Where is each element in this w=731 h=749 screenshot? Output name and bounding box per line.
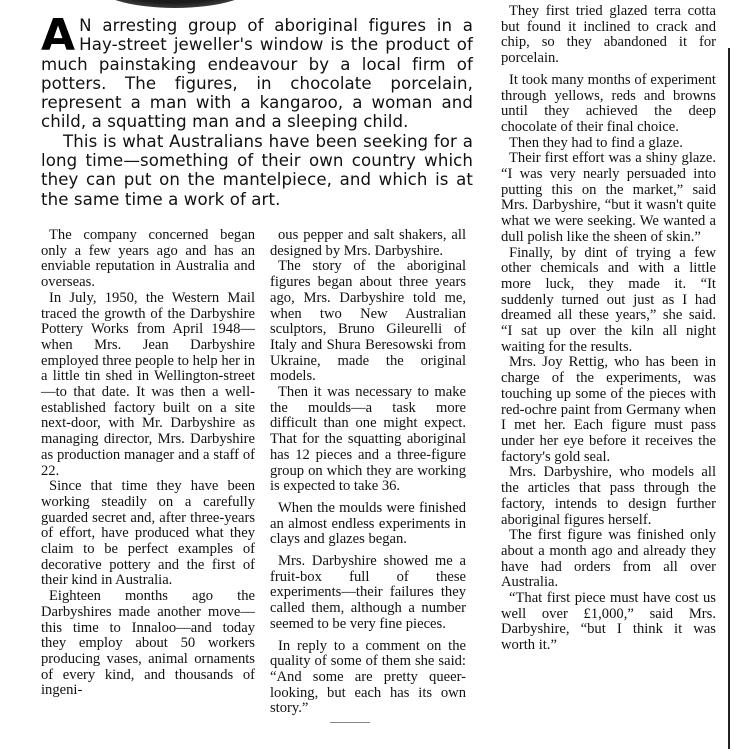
paragraph: Their first effort was a shiny glaze. “I was very nearly persuaded into putting this on the market,” said Mrs. Darbyshire, “but it wasn't quite what we were seeking. We wanted a dull polish like the sheen of skin.” — [501, 150, 716, 245]
paragraph: Since that time they have been working steadily on a carefully guarded secret and, after three-years of effort, have produced what they claim to be perfect examples of decorative pottery and the first of their kind in Australia. — [41, 478, 255, 589]
paragraph: The company concerned began only a few years ago and has an enviable reputation in Australia and overseas. — [41, 227, 255, 291]
lead-paragraph-2: This is what Australians have been seeking for a long time—something of their own country which they can put on the mantelpiece, and which is at the same time a work of art. — [41, 131, 473, 209]
paragraph: Mrs. Darbyshire, who models all the articles that pass through the factory, intends to design further aboriginal figures herself. — [501, 464, 716, 528]
paragraph: The first figure was finished only about a month ago and already they have had orders from all over Australia. — [501, 527, 716, 591]
paragraph: “That first piece must have cost us well over £1,000,” said Mrs. Darbyshire, “but I think it was worth it.” — [501, 590, 716, 654]
article-column-1 — [41, 228, 255, 699]
paragraph: Finally, by dint of trying a few other chemicals and with a little more luck, they made it. “It suddenly turned out just as I had dreamed all these years,” she said. “I sat up over the kiln all night waiting for the results. — [501, 244, 716, 355]
paragraph: Then it was necessary to make the moulds—a task more difficult than one might expect. That for the squatting aboriginal has 12 pieces and a three-figure group on which they are working is expected to take 36. — [270, 384, 466, 495]
article-column-3 — [501, 4, 716, 654]
paragraph: The story of the aboriginal figures began about three years ago, Mrs. Darbyshire told me, when two New Australian sculptors, Bruno Gileurelli of Italy and Shura Beresowski from Ukraine, made the original models. — [270, 258, 466, 385]
paragraph: They first tried glazed terra cotta but found it inclined to crack and chip, so they abandoned it for porcelain. — [501, 3, 716, 67]
paragraph: Mrs. Darbyshire showed me a fruit-box full of these experiments—their failures they called them, although a number seemed to be very fine pieces. — [270, 553, 466, 632]
paragraph: ous pepper and salt shakers, all designed by Mrs. Darbyshire. — [270, 227, 466, 259]
article-lead — [41, 10, 473, 209]
paragraph: In reply to a comment on the quality of some of them she said: “And some are pretty queer-looking, but each has its own story.” — [270, 637, 466, 717]
photo-bottom-edge — [95, 0, 255, 8]
paragraph: Eighteen months ago the Darbyshires made another move—this time to Innaloo—and today they employ about 50 workers producing vases, animal ornaments of every kind, and thousands of ingeni- — [41, 588, 255, 699]
paragraph: When the moulds were finished an almost endless experiments in clays and glazes began. — [270, 499, 466, 548]
drop-cap: A — [41, 10, 76, 61]
article-column-2 — [270, 228, 466, 723]
lead-text-1: N arresting group of aboriginal figures in a Hay-street jeweller's window is the product of much painstaking endeavour by a local firm of potters. The figures, in chocolate porcelain, represent a man with a kangaroo, a woman and child, a squatting man and a sleeping child. — [41, 16, 473, 132]
column-rule — [728, 48, 730, 749]
paragraph: It took many months of experiment through yellows, reds and browns until they achieved the deep chocolate of their final choice. — [501, 71, 716, 135]
paragraph: In July, 1950, the Western Mail traced the growth of the Darbyshire Pottery Works from April 1948—when Mrs. Jean Darbyshire employed three people to help her in a little tin shed in Wellington-street—to that date. It was then a well-established factory built on a site next-door, with Mr. Darbyshire as managing director, Mrs. Darbyshire as production manager and a staff of 22. — [41, 289, 255, 479]
lead-paragraph-1 — [41, 10, 473, 132]
paragraph: Then they had to find a glaze. — [509, 134, 683, 151]
end-separator — [330, 722, 370, 723]
paragraph: Mrs. Joy Rettig, who has been in charge of the experiments, was touching up some of the pieces with red-ochre paint from Germany when I met her. Each figure must pass under her eye before it receives the factory's gold seal. — [501, 354, 716, 465]
